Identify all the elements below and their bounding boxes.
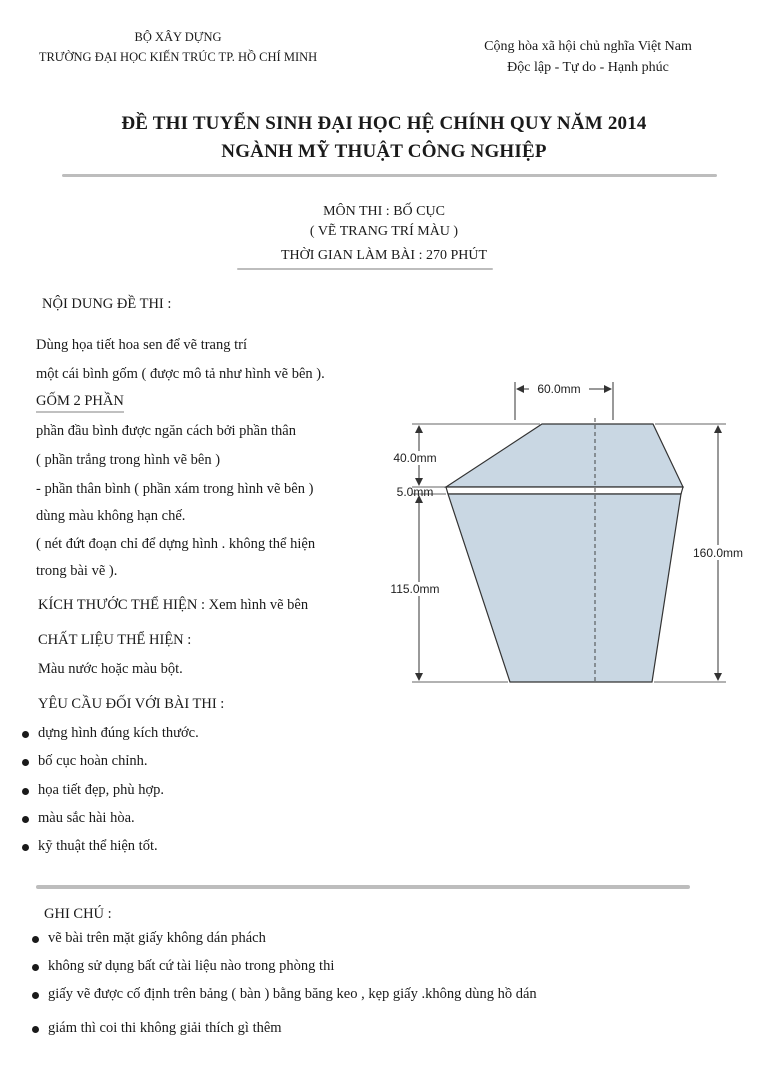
header-right bbox=[448, 36, 728, 78]
size-text: KÍCH THƯỚC THỂ HIỆN : Xem hình vẽ bên bbox=[38, 597, 309, 613]
dim-total-label: 160.0mm bbox=[692, 546, 744, 560]
duration-underline bbox=[237, 268, 493, 270]
exam-title-line1: ĐỀ THI TUYỂN SINH ĐẠI HỌC HỆ CHÍNH QUY NĂM 2014 bbox=[121, 113, 647, 134]
dim-head-label: 40.0mm bbox=[393, 451, 437, 465]
material-text: Màu nước hoặc màu bột. bbox=[38, 661, 183, 677]
material-heading: CHẤT LIỆU THỂ HIỆN : bbox=[38, 632, 192, 648]
content-line: Dùng họa tiết hoa sen để vẽ trang trí bbox=[36, 337, 247, 353]
dim-band-label: 5.0mm bbox=[396, 485, 434, 499]
requirement-item: dựng hình đúng kích thước. bbox=[38, 725, 199, 741]
requirement-item: màu sắc hài hòa. bbox=[38, 810, 135, 826]
content-line: GỐM 2 PHẦN bbox=[36, 393, 124, 413]
exam-title-line2: NGÀNH MỸ THUẬT CÔNG NGHIỆP bbox=[221, 141, 547, 162]
exam-subtype: ( VẼ TRANG TRÍ MÀU ) bbox=[309, 224, 459, 239]
content-heading: NỘI DUNG ĐỀ THI : bbox=[42, 296, 172, 312]
dim-body-label: 115.0mm bbox=[390, 582, 440, 596]
national-motto: Độc lập - Tự do - Hạnh phúc bbox=[507, 60, 669, 75]
content-line: - phần thân bình ( phần xám trong hình vẽ bên ) bbox=[36, 481, 314, 497]
vase-body bbox=[448, 494, 681, 682]
notes-divider bbox=[36, 885, 690, 889]
content-line: một cái bình gốm ( được mô tả như hình vẽ bên ). bbox=[36, 366, 325, 382]
ministry-name: BỘ XÂY DỰNG bbox=[134, 30, 222, 44]
content-line: trong bài vẽ ). bbox=[36, 563, 118, 579]
note-item: không sử dụng bất cứ tài liệu nào trong phòng thi bbox=[48, 958, 335, 974]
title-divider bbox=[62, 174, 717, 177]
country-name: Cộng hòa xã hội chủ nghĩa Việt Nam bbox=[484, 39, 692, 54]
vase-head bbox=[446, 424, 683, 487]
content-line: ( nét đứt đoạn chỉ để dựng hình . không thể hiện bbox=[36, 536, 316, 552]
exam-subject: MÔN THI : BỐ CỤC bbox=[323, 204, 445, 219]
content-line: phần đầu bình được ngăn cách bởi phần thân bbox=[36, 423, 296, 439]
note-item: vẽ bài trên mặt giấy không dán phách bbox=[48, 930, 266, 946]
note-item: giám thì coi thi không giải thích gì thêm bbox=[48, 1020, 282, 1036]
dim-top-label: 60.0mm bbox=[537, 382, 581, 396]
requirement-item: bố cục hoàn chỉnh. bbox=[38, 753, 148, 769]
exam-duration: THỜI GIAN LÀM BÀI : 270 PHÚT bbox=[280, 248, 488, 263]
note-item: giấy vẽ được cố định trên bảng ( bàn ) bằng băng keo , kẹp giấy .không dùng hồ dán bbox=[48, 986, 537, 1002]
header-left bbox=[28, 27, 328, 67]
requirements-heading: YÊU CẦU ĐỐI VỚI BÀI THI : bbox=[38, 696, 225, 712]
notes-heading: GHI CHÚ : bbox=[44, 906, 112, 922]
vase-diagram bbox=[380, 372, 768, 692]
requirement-item: kỹ thuật thể hiện tốt. bbox=[38, 838, 158, 854]
requirement-item: họa tiết đẹp, phù hợp. bbox=[38, 782, 165, 798]
school-name: TRƯỜNG ĐẠI HỌC KIẾN TRÚC TP. HỒ CHÍ MINH bbox=[38, 50, 318, 64]
content-line: ( phần trắng trong hình vẽ bên ) bbox=[36, 452, 221, 468]
vase-band bbox=[446, 487, 683, 494]
content-line: dùng màu không hạn chế. bbox=[36, 508, 186, 524]
